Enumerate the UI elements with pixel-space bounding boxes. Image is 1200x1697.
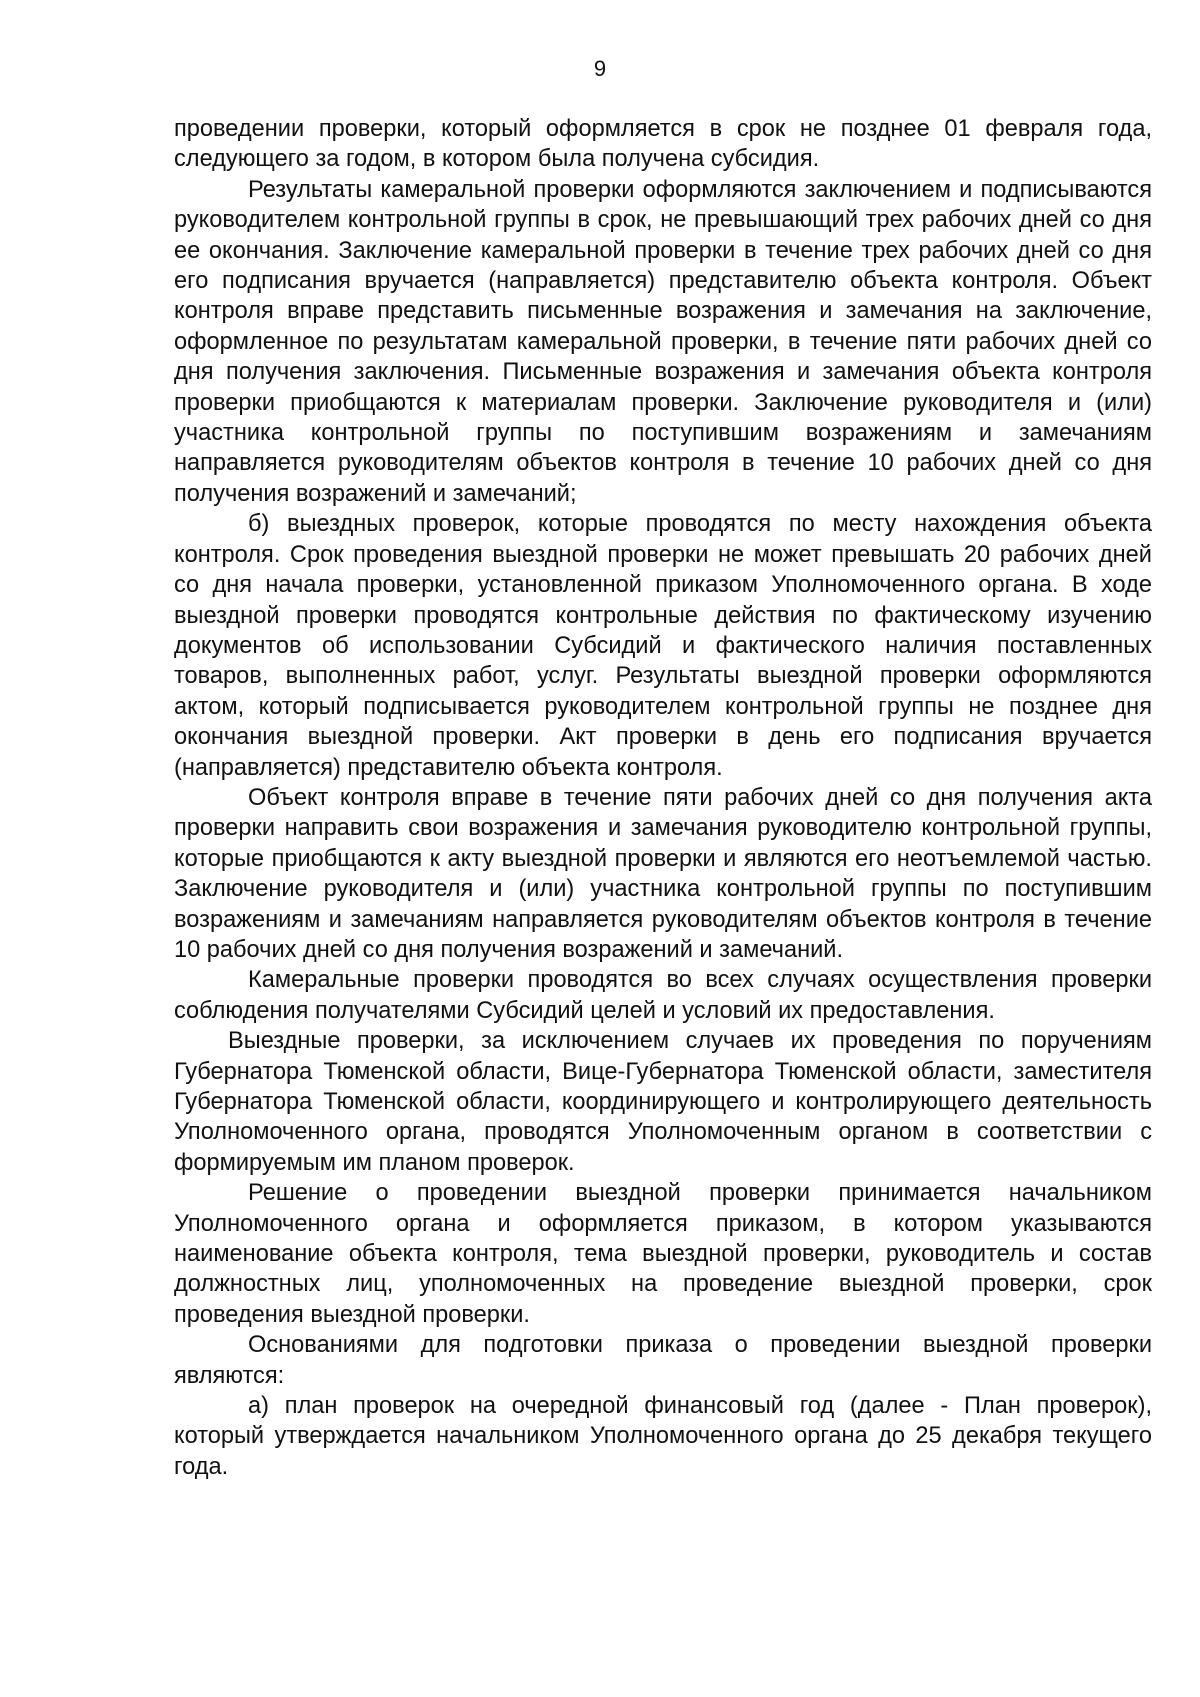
page-number: 9 [593,56,607,81]
document-body [174,114,1152,1482]
paragraph-field-inspections: б) выездных проверок, которые проводятся по месту нахождения объекта контроля. Срок проведения выездной проверки не может превышать 20 рабочих дней со дня начала проверки, установленной приказом Уполномоченного органа. В ходе выездной проверки проводятся контрольные действия по фактическому изучению документов об использовании Субсидий и фактического наличия поставленных товаров, выполненных работ, услуг. Результаты выездной проверки оформляются актом, который подписывается руководителем контрольной группы не позднее дня окончания выездной проверки. Акт проверки в день его подписания вручается (направляется) представителю объекта контроля. [174,511,1152,781]
paragraph-grounds: Основаниями для подготовки приказа о проведении выездной проверки являются: [174,1332,1152,1389]
paragraph-inspection-decision: Решение о проведении выездной проверки принимается начальником Уполномоченного органа и оформляется приказом, в котором указываются наименование объекта контроля, тема выездной проверки, руководитель и состав должностных лиц, уполномоченных на проведение выездной проверки, срок проведения выездной проверки. [174,1180,1152,1328]
paragraph-continuation: проведении проверки, который оформляется в срок не позднее 01 февраля года, следующего за годом, в котором была получена субсидия. [174,116,1152,173]
paragraph-desk-reviews-cases: Камеральные проверки проводятся во всех случаях осуществления проверки соблюдения получателями Субсидий целей и условий их предоставления. [174,967,1152,1024]
paragraph-inspection-plan: а) план проверок на очередной финансовый год (далее - План проверок), который утверждается начальником Уполномоченного органа до 25 декабря текущего года. [174,1393,1152,1480]
paragraph-desk-review-results: Результаты камеральной проверки оформляются заключением и подписываются руководителем контрольной группы в срок, не превышающий трех рабочих дней со дня ее окончания. Заключение камеральной проверки в течение трех рабочих дней со дня его подписания вручается (направляется) представителю объекта контроля. Объект контроля вправе представить письменные возражения и замечания на заключение, оформленное по результатам камеральной проверки, в течение пяти рабочих дней со дня получения заключения. Письменные возражения и замечания объекта контроля проверки приобщаются к материалам проверки. Заключение руководителя и (или) участника контрольной группы по поступившим возражениям и замечаниям направляется руководителям объектов контроля в течение 10 рабочих дней со дня получения возражений и замечаний; [174,176,1152,507]
paragraph-objections: Объект контроля вправе в течение пяти рабочих дней со дня получения акта проверки направить свои возражения и замечания руководителю контрольной группы, которые приобщаются к акту выездной проверки и являются его неотъемлемой частью. Заключение руководителя и (или) участника контрольной группы по поступившим возражениям и замечаниям направляется руководителям объектов контроля в течение 10 рабочих дней со дня получения возражений и замечаний. [174,784,1152,963]
paragraph-field-inspections-plan: Выездные проверки, за исключением случаев их проведения по поручениям Губернатора Тюменской области, Вице-Губернатора Тюменской области, заместителя Губернатора Тюменской области, координирующего и контролирующего деятельность Уполномоченного органа, проводятся Уполномоченным органом в соответствии с формируемым им планом проверок. [174,1028,1152,1176]
